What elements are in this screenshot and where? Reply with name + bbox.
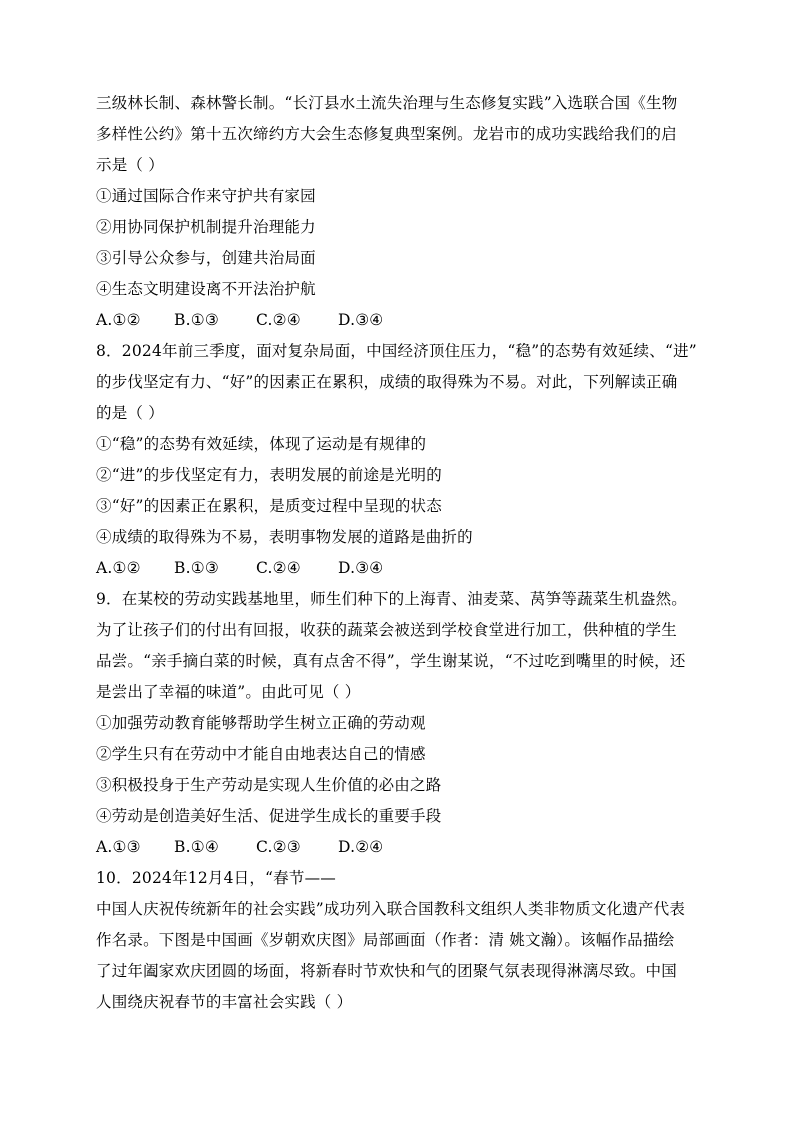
question-7-line-2: 多样性公约》第十五次缔约方大会生态修复典型案例。龙岩市的成功实践给我们的启	[96, 125, 677, 143]
question-9-option-b: B.①④	[174, 838, 219, 856]
question-7-options	[96, 305, 704, 336]
question-8-stem	[96, 336, 704, 429]
question-8-statements	[96, 429, 704, 553]
question-8-option-b: B.①③	[174, 559, 219, 577]
question-9-option-c: C.②③	[256, 838, 301, 856]
question-10-line-4: 了过年阖家欢庆团圆的场面，将新春时节欢快和气的团聚气氛表现得淋漓尽致。中国	[96, 962, 677, 980]
question-9-statement-1: ①加强劳动教育能够帮助学生树立正确的劳动观	[96, 714, 426, 732]
question-9-statements	[96, 708, 704, 832]
question-10-stem	[96, 863, 704, 1018]
question-7-statement-4: ④生态文明建设离不开法治护航	[96, 280, 316, 298]
question-7-option-b: B.①③	[174, 311, 219, 329]
question-8-statement-3: ③“好”的因素正在累积，是质变过程中呈现的状态	[96, 497, 442, 515]
question-7-statements	[96, 181, 704, 305]
question-9-line-4: 是尝出了幸福的味道”。由此可见（ ）	[96, 683, 361, 701]
question-9-options	[96, 832, 704, 863]
question-10-line-1: 10．2024年12月4日，“春节——	[96, 869, 336, 887]
question-10-line-5: 人围绕庆祝春节的丰富社会实践（ ）	[96, 993, 353, 1011]
question-9-option-a: A.①③	[96, 838, 141, 856]
question-9-statement-3: ③积极投身于生产劳动是实现人生价值的必由之路	[96, 776, 442, 794]
question-8-options	[96, 553, 704, 584]
question-9-stem	[96, 584, 704, 708]
question-9-option-d: D.②④	[338, 838, 384, 856]
question-7-line-1: 三级林长制、森林警长制。“长汀县水土流失治理与生态修复实践”入选联合国《生物	[96, 94, 678, 112]
question-8-option-d: D.③④	[338, 559, 384, 577]
question-10-line-3: 作名录。下图是中国画《岁朝欢庆图》局部画面（作者：清 姚文瀚）。该幅作品描绘	[96, 931, 675, 949]
question-7-option-a: A.①②	[96, 311, 141, 329]
question-9-statement-2: ②学生只有在劳动中才能自由地表达自己的情感	[96, 745, 426, 763]
question-10-line-2: 中国人庆祝传统新年的社会实践”成功列入联合国教科文组织人类非物质文化遗产代表	[96, 900, 686, 918]
question-7-stem	[96, 88, 704, 181]
question-8-option-a: A.①②	[96, 559, 141, 577]
question-9-line-2: 为了让孩子们的付出有回报，收获的蔬菜会被送到学校食堂进行加工，供种植的学生	[96, 621, 677, 639]
question-7-line-3: 示是（ ）	[96, 156, 164, 174]
question-7-statement-2: ②用协同保护机制提升治理能力	[96, 218, 316, 236]
question-8-option-c: C.②④	[256, 559, 301, 577]
question-7-statement-3: ③引导公众参与，创建共治局面	[96, 249, 316, 267]
question-9-line-1: 9．在某校的劳动实践基地里，师生们种下的上海青、油麦菜、莴笋等蔬菜生机盎然。	[96, 590, 687, 608]
question-9-statement-4: ④劳动是创造美好生活、促进学生成长的重要手段	[96, 807, 442, 825]
question-7-option-d: D.③④	[338, 311, 384, 329]
question-8-line-1: 8．2024年前三季度，面对复杂局面，中国经济顶住压力，“稳”的态势有效延续、“进”	[96, 342, 697, 360]
question-8-statement-1: ①“稳”的态势有效延续，体现了运动是有规律的	[96, 435, 427, 453]
question-8-statement-2: ②“进”的步伐坚定有力，表明发展的前途是光明的	[96, 466, 442, 484]
question-8-line-3: 的是（ ）	[96, 404, 164, 422]
question-9-line-3: 品尝。“亲手摘白菜的时候，真有点舍不得”，学生谢某说，“不过吃到嘴里的时候，还	[96, 652, 686, 670]
document-page	[96, 88, 704, 1018]
question-7-statement-1: ①通过国际合作来守护共有家园	[96, 187, 316, 205]
question-8-statement-4: ④成绩的取得殊为不易，表明事物发展的道路是曲折的	[96, 528, 473, 546]
question-7-option-c: C.②④	[256, 311, 301, 329]
question-8-line-2: 的步伐坚定有力、“好”的因素正在累积，成绩的取得殊为不易。对此，下列解读正确	[96, 373, 678, 391]
